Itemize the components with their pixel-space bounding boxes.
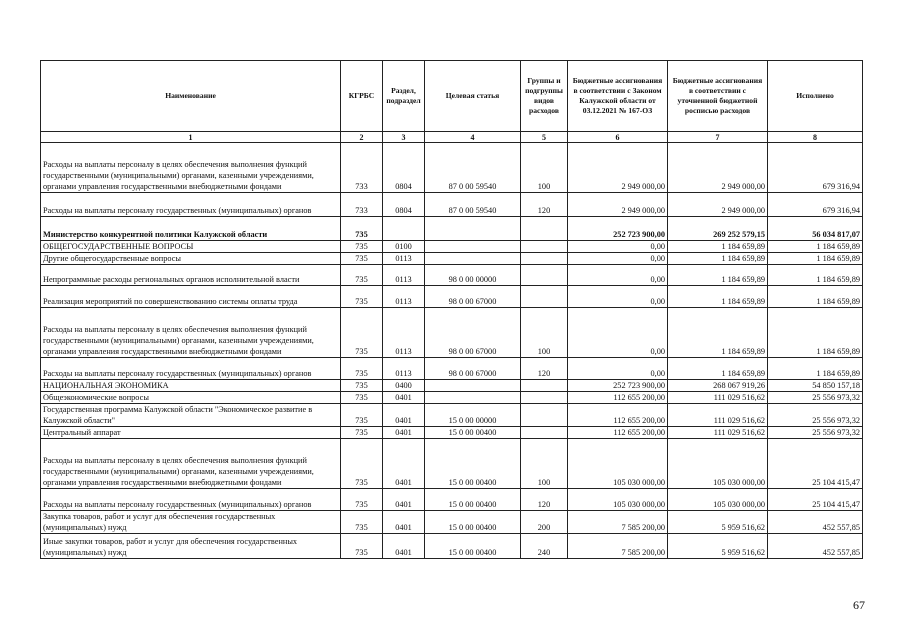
table-row [41, 193, 863, 217]
row-group: 120 [521, 489, 568, 511]
row-done-amount: 1 184 659,89 [768, 241, 863, 253]
row-section: 0804 [383, 143, 425, 193]
row-section: 0401 [383, 439, 425, 489]
row-kgrbs: 735 [341, 286, 383, 308]
row-kgrbs: 735 [341, 241, 383, 253]
row-law-amount: 0,00 [568, 358, 668, 380]
row-done-amount: 1 184 659,89 [768, 286, 863, 308]
row-budget-amount: 1 184 659,89 [668, 253, 768, 265]
row-done-amount: 25 556 973,32 [768, 392, 863, 404]
row-name: ОБЩЕГОСУДАРСТВЕННЫЕ ВОПРОСЫ [41, 241, 341, 253]
row-group: 100 [521, 439, 568, 489]
row-kgrbs: 735 [341, 217, 383, 241]
table-row [41, 439, 863, 489]
row-name: НАЦИОНАЛЬНАЯ ЭКОНОМИКА [41, 380, 341, 392]
row-kgrbs: 735 [341, 511, 383, 534]
row-law-amount: 252 723 900,00 [568, 217, 668, 241]
row-target [425, 217, 521, 241]
row-section: 0401 [383, 392, 425, 404]
row-target [425, 253, 521, 265]
row-target [425, 392, 521, 404]
row-law-amount: 7 585 200,00 [568, 534, 668, 559]
table-body [41, 143, 863, 559]
column-number: 5 [521, 132, 568, 143]
col-header-target: Целевая статья [425, 61, 521, 132]
row-done-amount: 452 557,85 [768, 534, 863, 559]
row-done-amount: 679 316,94 [768, 143, 863, 193]
row-budget-amount: 5 959 516,62 [668, 511, 768, 534]
row-budget-amount: 1 184 659,89 [668, 308, 768, 358]
row-law-amount: 0,00 [568, 286, 668, 308]
row-name: Расходы на выплаты персоналу в целях обеспечения выполнения функций государственными (муниципальными) органами, казенными учреждениями, органами управления государственными внебюджетными фондами [41, 308, 341, 358]
header-row [41, 61, 863, 132]
row-group: 100 [521, 143, 568, 193]
row-target: 98 0 00 67000 [425, 286, 521, 308]
row-group: 200 [521, 511, 568, 534]
row-law-amount: 112 655 200,00 [568, 392, 668, 404]
row-kgrbs: 735 [341, 358, 383, 380]
row-law-amount: 0,00 [568, 253, 668, 265]
page-number: 67 [853, 598, 865, 612]
row-group [521, 265, 568, 286]
row-kgrbs: 735 [341, 380, 383, 392]
row-kgrbs: 733 [341, 143, 383, 193]
row-target: 15 0 00 00400 [425, 427, 521, 439]
row-budget-amount: 111 029 516,62 [668, 404, 768, 427]
row-budget-amount: 1 184 659,89 [668, 265, 768, 286]
row-group: 100 [521, 308, 568, 358]
row-name: Расходы на выплаты персоналу в целях обеспечения выполнения функций государственными (муниципальными) органами, казенными учреждениями, органами управления государственными внебюджетными фондами [41, 439, 341, 489]
row-target: 15 0 00 00400 [425, 511, 521, 534]
row-budget-amount: 2 949 000,00 [668, 143, 768, 193]
table-row [41, 217, 863, 241]
row-name: Расходы на выплаты персоналу государственных (муниципальных) органов [41, 358, 341, 380]
row-law-amount: 2 949 000,00 [568, 193, 668, 217]
row-done-amount: 1 184 659,89 [768, 358, 863, 380]
column-number: 6 [568, 132, 668, 143]
col-header-done: Исполнено [768, 61, 863, 132]
row-name: Реализация мероприятий по совершенствованию системы оплаты труда [41, 286, 341, 308]
table-row [41, 404, 863, 427]
row-section: 0113 [383, 358, 425, 380]
row-section: 0401 [383, 511, 425, 534]
col-header-kgrbs: КГРБС [341, 61, 383, 132]
row-kgrbs: 735 [341, 439, 383, 489]
row-budget-amount: 105 030 000,00 [668, 439, 768, 489]
column-number: 7 [668, 132, 768, 143]
row-section [383, 217, 425, 241]
row-section: 0401 [383, 427, 425, 439]
table-row [41, 308, 863, 358]
table-row [41, 241, 863, 253]
row-target: 15 0 00 00000 [425, 404, 521, 427]
row-kgrbs: 735 [341, 404, 383, 427]
row-budget-amount: 268 067 919,26 [668, 380, 768, 392]
row-kgrbs: 733 [341, 193, 383, 217]
table-row [41, 534, 863, 559]
row-done-amount: 1 184 659,89 [768, 308, 863, 358]
col-header-law: Бюджетные ассигнования в соответствии с Законом Калужской области от 03.12.2021 № 167-ОЗ [568, 61, 668, 132]
row-section: 0113 [383, 265, 425, 286]
row-kgrbs: 735 [341, 308, 383, 358]
column-number: 8 [768, 132, 863, 143]
row-law-amount: 2 949 000,00 [568, 143, 668, 193]
row-group: 120 [521, 358, 568, 380]
row-group [521, 404, 568, 427]
row-group [521, 217, 568, 241]
table-row [41, 511, 863, 534]
table-row [41, 489, 863, 511]
row-done-amount: 56 034 817,07 [768, 217, 863, 241]
row-target: 87 0 00 59540 [425, 143, 521, 193]
row-budget-amount: 2 949 000,00 [668, 193, 768, 217]
row-kgrbs: 735 [341, 427, 383, 439]
row-budget-amount: 1 184 659,89 [668, 358, 768, 380]
row-group: 120 [521, 193, 568, 217]
row-budget-amount: 105 030 000,00 [668, 489, 768, 511]
row-group [521, 286, 568, 308]
row-kgrbs: 735 [341, 265, 383, 286]
table-row [41, 380, 863, 392]
row-group [521, 380, 568, 392]
row-section: 0113 [383, 253, 425, 265]
col-header-group: Группы и подгруппы видов расходов [521, 61, 568, 132]
column-number: 2 [341, 132, 383, 143]
row-law-amount: 0,00 [568, 308, 668, 358]
row-name: Министерство конкурентной политики Калужской области [41, 217, 341, 241]
row-section: 0401 [383, 404, 425, 427]
row-name: Другие общегосударственные вопросы [41, 253, 341, 265]
row-name: Государственная программа Калужской области "Экономическое развитие в Калужской области" [41, 404, 341, 427]
row-section: 0804 [383, 193, 425, 217]
row-kgrbs: 735 [341, 253, 383, 265]
row-section: 0113 [383, 308, 425, 358]
row-law-amount: 105 030 000,00 [568, 439, 668, 489]
row-budget-amount: 269 252 579,15 [668, 217, 768, 241]
row-done-amount: 452 557,85 [768, 511, 863, 534]
table-row [41, 286, 863, 308]
row-done-amount: 1 184 659,89 [768, 265, 863, 286]
row-name: Непрограммные расходы региональных органов исполнительной власти [41, 265, 341, 286]
table-row [41, 265, 863, 286]
row-name: Закупка товаров, работ и услуг для обеспечения государственных (муниципальных) нужд [41, 511, 341, 534]
row-law-amount: 0,00 [568, 265, 668, 286]
row-group [521, 427, 568, 439]
row-target: 87 0 00 59540 [425, 193, 521, 217]
row-law-amount: 112 655 200,00 [568, 427, 668, 439]
row-target [425, 380, 521, 392]
col-header-section: Раздел, подраздел [383, 61, 425, 132]
row-group [521, 241, 568, 253]
row-target: 15 0 00 00400 [425, 489, 521, 511]
row-done-amount: 25 556 973,32 [768, 404, 863, 427]
row-budget-amount: 1 184 659,89 [668, 286, 768, 308]
row-name: Центральный аппарат [41, 427, 341, 439]
row-law-amount: 0,00 [568, 241, 668, 253]
row-done-amount: 679 316,94 [768, 193, 863, 217]
row-target: 15 0 00 00400 [425, 534, 521, 559]
row-done-amount: 25 556 973,32 [768, 427, 863, 439]
column-number: 3 [383, 132, 425, 143]
row-kgrbs: 735 [341, 392, 383, 404]
row-group [521, 253, 568, 265]
row-group [521, 392, 568, 404]
row-target: 15 0 00 00400 [425, 439, 521, 489]
row-target: 98 0 00 67000 [425, 308, 521, 358]
row-target: 98 0 00 67000 [425, 358, 521, 380]
row-law-amount: 252 723 900,00 [568, 380, 668, 392]
row-budget-amount: 111 029 516,62 [668, 427, 768, 439]
row-budget-amount: 5 959 516,62 [668, 534, 768, 559]
row-done-amount: 54 850 157,18 [768, 380, 863, 392]
row-name: Иные закупки товаров, работ и услуг для обеспечения государственных (муниципальных) нужд [41, 534, 341, 559]
row-section: 0100 [383, 241, 425, 253]
row-section: 0113 [383, 286, 425, 308]
row-budget-amount: 111 029 516,62 [668, 392, 768, 404]
row-section: 0401 [383, 489, 425, 511]
row-law-amount: 105 030 000,00 [568, 489, 668, 511]
row-law-amount: 7 585 200,00 [568, 511, 668, 534]
budget-table [40, 60, 863, 559]
row-section: 0401 [383, 534, 425, 559]
row-name: Расходы на выплаты персоналу государственных (муниципальных) органов [41, 193, 341, 217]
row-kgrbs: 735 [341, 489, 383, 511]
row-target: 98 0 00 00000 [425, 265, 521, 286]
column-number: 1 [41, 132, 341, 143]
row-law-amount: 112 655 200,00 [568, 404, 668, 427]
table-row [41, 358, 863, 380]
row-done-amount: 25 104 415,47 [768, 489, 863, 511]
col-header-name: Наименование [41, 61, 341, 132]
row-section: 0400 [383, 380, 425, 392]
table-row [41, 392, 863, 404]
table-row [41, 427, 863, 439]
row-kgrbs: 735 [341, 534, 383, 559]
row-name: Общеэкономические вопросы [41, 392, 341, 404]
table-row [41, 253, 863, 265]
row-done-amount: 25 104 415,47 [768, 439, 863, 489]
row-group: 240 [521, 534, 568, 559]
col-header-budget: Бюджетные ассигнования в соответствии с уточненной бюджетной росписью расходов [668, 61, 768, 132]
row-done-amount: 1 184 659,89 [768, 253, 863, 265]
row-name: Расходы на выплаты персоналу в целях обеспечения выполнения функций государственными (муниципальными) органами, казенными учреждениями, органами управления государственными внебюджетными фондами [41, 143, 341, 193]
row-budget-amount: 1 184 659,89 [668, 241, 768, 253]
row-target [425, 241, 521, 253]
column-number-row [41, 132, 863, 143]
table-row [41, 143, 863, 193]
row-name: Расходы на выплаты персоналу государственных (муниципальных) органов [41, 489, 341, 511]
column-number: 4 [425, 132, 521, 143]
